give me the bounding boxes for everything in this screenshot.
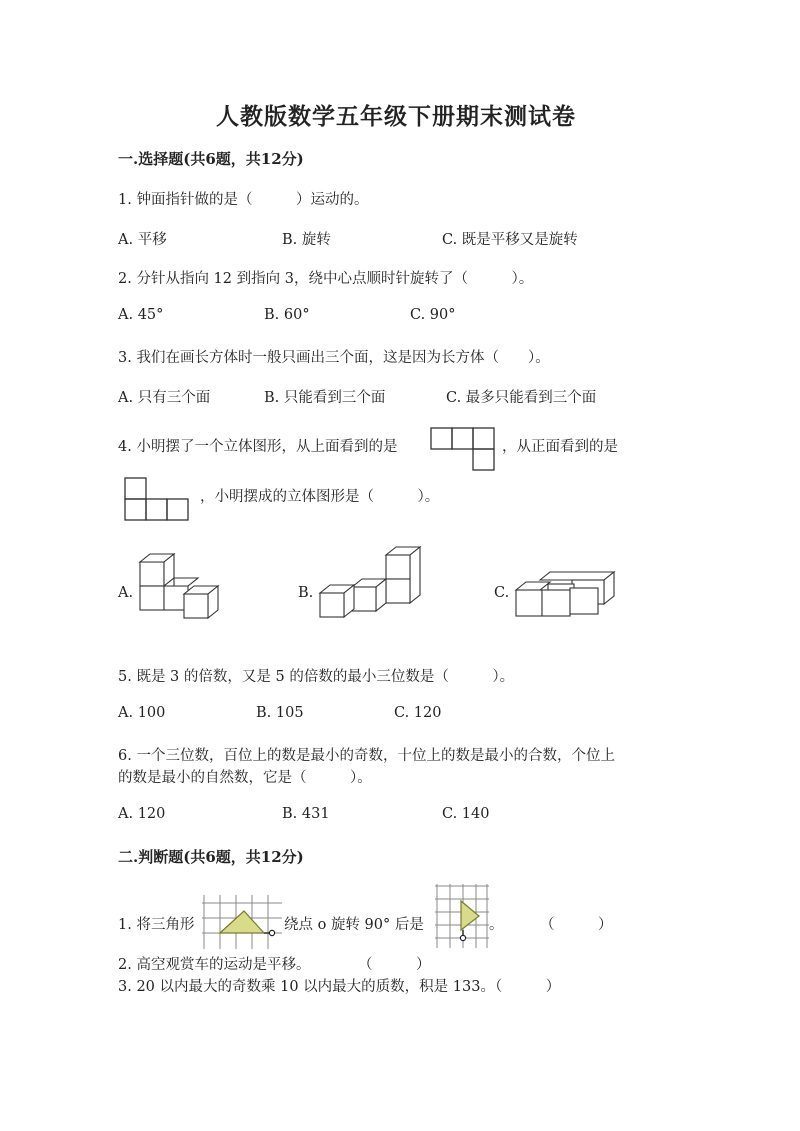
question-6-line1: 6. 一个三位数，百位上的数是最小的奇数，十位上的数是最小的合数，个位上	[118, 748, 615, 764]
q5-option-b: B. 105	[256, 705, 304, 721]
q6-option-a: A. 120	[118, 806, 166, 822]
q1-option-b: B. 旋转	[282, 232, 331, 248]
top-view-figure	[430, 427, 496, 471]
q4-option-b-cubes	[318, 545, 423, 620]
q3-option-a: A. 只有三个面	[118, 390, 211, 406]
triangle-after-figure	[435, 884, 489, 948]
question-5: 5. 既是 3 的倍数，又是 5 的倍数的最小三位数是（ ）。	[118, 669, 515, 685]
q6-option-b: B. 431	[282, 806, 330, 822]
judge-2: 2. 高空观赏车的运动是平移。	[118, 957, 311, 973]
question-1: 1. 钟面指针做的是（ ）运动的。	[118, 192, 369, 208]
q5-option-a: A. 100	[118, 705, 166, 721]
q4-option-a-cubes	[138, 550, 230, 622]
judge-1-part2: 绕点 o 旋转 90° 后是	[284, 917, 424, 933]
q1-option-c: C. 既是平移又是旋转	[442, 232, 578, 248]
q1-option-a: A. 平移	[118, 232, 167, 248]
q4-option-b-label: B.	[298, 585, 314, 601]
q4-option-c-cubes	[514, 568, 618, 618]
q4-option-a-label: A.	[118, 585, 134, 601]
q3-option-b: B. 只能看到三个面	[264, 390, 386, 406]
question-6-line2: 的数是最小的自然数，它是（ ）。	[118, 770, 372, 786]
front-view-figure	[124, 477, 190, 521]
question-2: 2. 分针从指向 12 到指向 3，绕中心点顺时针旋转了（ ）。	[118, 271, 534, 287]
judge-1-answer-blank[interactable]: （ ）	[540, 917, 613, 933]
section-heading-judgment: 二.判断题(共6题，共12分)	[118, 848, 304, 866]
section-heading-choice: 一.选择题(共6题，共12分)	[118, 150, 304, 168]
judge-1-part3: 。	[489, 917, 504, 933]
question-3: 3. 我们在画长方体时一般只画出三个面，这是因为长方体（ ）。	[118, 350, 550, 366]
judge-1-part1: 1. 将三角形	[118, 917, 195, 933]
page-title: 人教版数学五年级下册期末测试卷	[216, 103, 576, 130]
judge-3: 3. 20 以内最大的奇数乘 10 以内最大的质数，积是 133。（ ）	[118, 979, 561, 995]
question-4-part3: ，小明摆成的立体图形是（ ）。	[200, 489, 440, 505]
q5-option-c: C. 120	[394, 705, 442, 721]
q2-option-c: C. 90°	[410, 307, 456, 323]
judge-2-answer-blank[interactable]: （ ）	[358, 957, 431, 973]
q4-option-c-label: C.	[494, 585, 510, 601]
q3-option-c: C. 最多只能看到三个面	[446, 390, 597, 406]
q2-option-a: A. 45°	[118, 307, 164, 323]
q6-option-c: C. 140	[442, 806, 490, 822]
triangle-before-figure	[202, 895, 282, 949]
question-4-part1: 4. 小明摆了一个立体图形，从上面看到的是	[118, 439, 398, 455]
q2-option-b: B. 60°	[264, 307, 310, 323]
question-4-part2: ，从正面看到的是	[502, 439, 618, 455]
